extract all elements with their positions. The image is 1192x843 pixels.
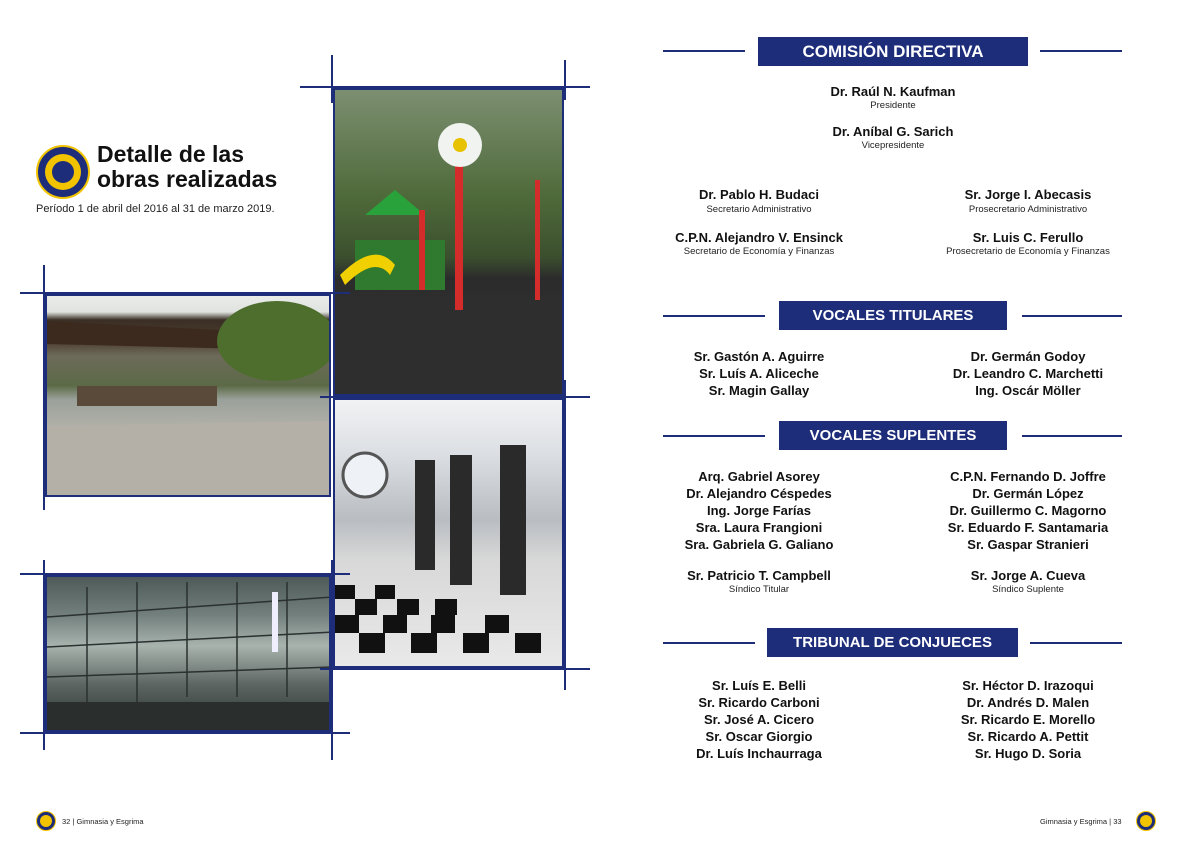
- guide-line: [331, 560, 333, 760]
- guide-line: [20, 292, 350, 294]
- vocales-suplentes-left: [638, 468, 880, 553]
- vocales-titulares-right: [900, 348, 1156, 399]
- list-item: Dr. Leandro C. Marchetti: [952, 366, 1104, 381]
- prosecretary-economy-name: Sr. Luis C. Ferullo: [972, 230, 1084, 245]
- vocales-suplentes-right: [900, 468, 1156, 553]
- list-item: Dr. Luís Inchaurraga: [696, 746, 822, 761]
- list-item: Sra. Gabriela G. Galiano: [684, 537, 834, 552]
- vice-name: Dr. Aníbal G. Sarich: [832, 124, 954, 139]
- guide-line: [20, 573, 350, 575]
- prosecretary-economy-role: Prosecretario de Economía y Finanzas: [946, 246, 1110, 257]
- vocales-titulares-left: [638, 348, 880, 399]
- list-item: Dr. Guillermo C. Magorno: [949, 503, 1107, 518]
- secretary-role: Secretario Administrativo: [706, 204, 812, 215]
- footer-logo-left: [36, 811, 56, 831]
- list-item: Dr. Alejandro Céspedes: [686, 486, 832, 501]
- secretary-name: Dr. Pablo H. Budaci: [699, 187, 819, 202]
- vocales-suplentes-heading: VOCALES SUPLENTES: [779, 421, 1007, 450]
- guide-line: [300, 86, 590, 88]
- list-item: Sr. Hugo D. Soria: [974, 746, 1082, 761]
- list-item: Ing. Jorge Farías: [706, 503, 812, 518]
- list-item: Sr. Luís A. Aliceche: [699, 366, 819, 381]
- pavilion-photo: [45, 294, 331, 497]
- guide-line: [564, 60, 566, 100]
- section-rule: [663, 315, 765, 317]
- gym-photo: [45, 575, 331, 732]
- bathroom-photo: [333, 398, 564, 668]
- footer-logo-right: [1136, 811, 1156, 831]
- tribunal-left: [638, 677, 880, 762]
- comision-heading: COMISIÓN DIRECTIVA: [758, 37, 1028, 66]
- list-item: Sra. Laura Frangioni: [695, 520, 823, 535]
- sindico-suplente-name: Sr. Jorge A. Cueva: [970, 568, 1086, 583]
- list-item: Arq. Gabriel Asorey: [698, 469, 820, 484]
- guide-line: [564, 380, 566, 690]
- president-name: Dr. Raúl N. Kaufman: [830, 84, 956, 99]
- guide-line: [20, 732, 350, 734]
- club-logo: [36, 145, 90, 199]
- page-title: [97, 142, 277, 192]
- guide-line: [331, 55, 333, 103]
- list-item: Dr. Andrés D. Malen: [966, 695, 1090, 710]
- playground-photo: [333, 88, 564, 396]
- guide-line: [43, 265, 45, 510]
- period-text: Período 1 de abril del 2016 al 31 de marzo 2019.: [36, 203, 275, 215]
- list-item: Sr. Ricardo Carboni: [698, 695, 820, 710]
- secretary-economy-role: Secretario de Economía y Finanzas: [683, 246, 835, 257]
- section-rule: [1030, 642, 1122, 644]
- list-item: C.P.N. Fernando D. Joffre: [950, 469, 1106, 484]
- list-item: Ing. Oscár Möller: [975, 383, 1081, 398]
- list-item: Sr. Gaspar Stranieri: [967, 537, 1089, 552]
- section-rule: [1022, 435, 1122, 437]
- section-rule: [1040, 50, 1122, 52]
- footer-left: 32 | Gimnasia y Esgrima: [62, 817, 144, 826]
- list-item: Sr. Luís E. Belli: [712, 678, 806, 693]
- vice-role: Vicepresidente: [861, 140, 925, 151]
- section-rule: [663, 642, 755, 644]
- sindico-suplente-role: Síndico Suplente: [992, 584, 1064, 595]
- list-item: Dr. Germán López: [972, 486, 1084, 501]
- tribunal-right: [900, 677, 1156, 762]
- list-item: Sr. José A. Cicero: [703, 712, 815, 727]
- list-item: Sr. Gastón A. Aguirre: [693, 349, 825, 364]
- section-rule: [663, 435, 765, 437]
- prosecretary-name: Sr. Jorge I. Abecasis: [964, 187, 1092, 202]
- sindico-titular-role: Síndico Titular: [728, 584, 790, 595]
- list-item: Sr. Eduardo F. Santamaria: [947, 520, 1109, 535]
- list-item: Sr. Oscar Giorgio: [705, 729, 813, 744]
- president-role: Presidente: [870, 100, 916, 111]
- secretary-economy-name: C.P.N. Alejandro V. Ensinck: [675, 230, 843, 245]
- guide-line: [43, 560, 45, 750]
- list-item: Sr. Ricardo E. Morello: [960, 712, 1096, 727]
- tribunal-heading: TRIBUNAL DE CONJUECES: [767, 628, 1018, 657]
- vocales-titulares-heading: VOCALES TITULARES: [779, 301, 1007, 330]
- section-rule: [1022, 315, 1122, 317]
- guide-line: [320, 396, 590, 398]
- footer-right: Gimnasia y Esgrima | 33: [1040, 817, 1122, 826]
- list-item: Dr. Germán Godoy: [970, 349, 1086, 364]
- prosecretary-role: Prosecretario Administrativo: [968, 204, 1088, 215]
- section-rule: [663, 50, 745, 52]
- list-item: Sr. Ricardo A. Pettit: [967, 729, 1089, 744]
- list-item: Sr. Héctor D. Irazoqui: [962, 678, 1094, 693]
- list-item: Sr. Magin Gallay: [708, 383, 810, 398]
- sindico-titular-name: Sr. Patricio T. Campbell: [687, 568, 831, 583]
- guide-line: [320, 668, 590, 670]
- title-line-2: obras realizadas: [97, 166, 278, 192]
- title-line-1: Detalle de las: [97, 141, 245, 167]
